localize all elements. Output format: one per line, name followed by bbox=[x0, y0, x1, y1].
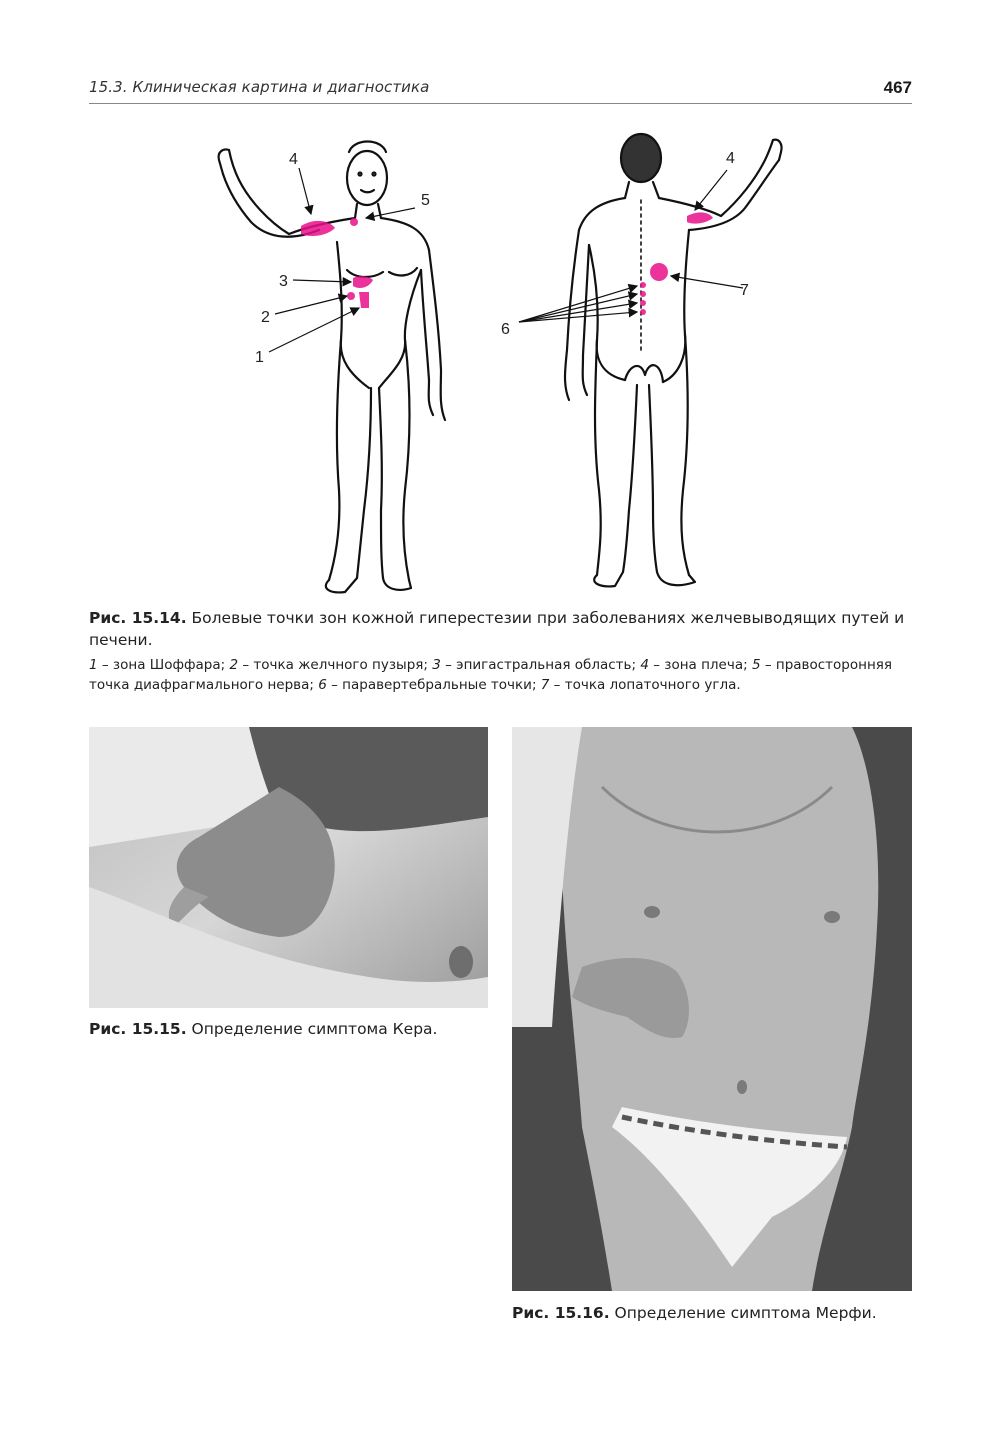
figure-15-15-title: Определение симптома Кера. bbox=[186, 1020, 438, 1038]
ker-sign-photo bbox=[89, 727, 488, 1008]
figure-15-16-label: Рис. 15.16. bbox=[512, 1304, 610, 1322]
figure-15-14-legend bbox=[89, 655, 912, 695]
page-number: 467 bbox=[883, 78, 912, 97]
figure-15-14-caption bbox=[89, 607, 912, 651]
legend-num-3: 3 bbox=[432, 657, 441, 673]
legend-num-2: 2 bbox=[229, 657, 239, 673]
murphy-sign-photo bbox=[512, 727, 912, 1291]
pain-zones bbox=[301, 212, 713, 315]
legend-text-4: – зона плеча; bbox=[648, 657, 752, 673]
callout-5: 5 bbox=[421, 192, 430, 209]
legend-num-6: 6 bbox=[318, 677, 327, 693]
callout-1: 1 bbox=[255, 349, 264, 366]
figure-15-14-title: Болевые точки зон кожной гиперестезии при заболеваниях желчевыводящих путей и печени. bbox=[89, 609, 905, 649]
figure-15-14-label: Рис. 15.14. bbox=[89, 609, 187, 627]
back-figure bbox=[565, 134, 782, 586]
figure-15-16-title: Определение симптома Мерфи. bbox=[609, 1304, 877, 1322]
legend-num-4: 4 bbox=[640, 657, 649, 673]
legend-num-7: 7 bbox=[540, 677, 550, 693]
running-header-title: 15.3. Клиническая картина и диагностика bbox=[89, 78, 430, 96]
callout-4-front: 4 bbox=[289, 151, 298, 168]
header-divider bbox=[89, 103, 912, 104]
callout-4-back: 4 bbox=[726, 150, 735, 167]
legend-text-3: – эпигастральная область; bbox=[440, 657, 641, 673]
legend-num-5: 5 bbox=[751, 657, 761, 673]
legend-num-1: 1 bbox=[89, 657, 98, 673]
legend-text-6: – паравертебральные точки; bbox=[326, 677, 541, 693]
callout-2: 2 bbox=[261, 309, 270, 326]
legend-text-7: – точка лопаточного угла. bbox=[549, 677, 741, 693]
figure-15-16-caption bbox=[512, 1302, 877, 1324]
callout-3: 3 bbox=[279, 273, 288, 290]
figure-15-15-caption bbox=[89, 1018, 437, 1040]
figure-15-15-label: Рис. 15.15. bbox=[89, 1020, 187, 1038]
body-diagram-figure bbox=[89, 130, 912, 600]
callout-6: 6 bbox=[501, 321, 510, 338]
legend-text-2: – точка желчного пузыря; bbox=[238, 657, 433, 673]
legend-text-1: – зона Шоффара; bbox=[97, 657, 230, 673]
callout-7: 7 bbox=[740, 282, 749, 299]
legend-text-5: – правосторонняя точка диафрагмального нерва; bbox=[89, 657, 893, 693]
